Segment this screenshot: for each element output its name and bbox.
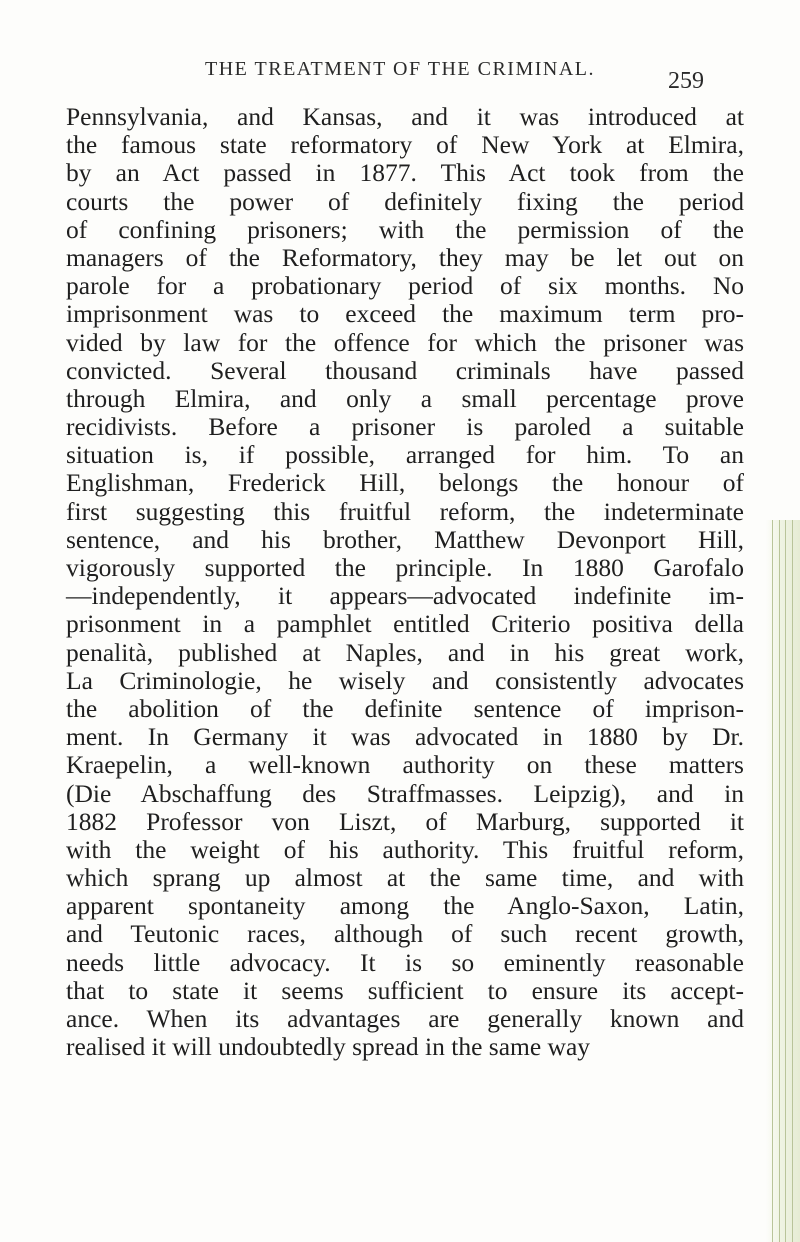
page-number: 259 bbox=[668, 68, 704, 94]
text-line: that to state it seems sufficient to ensure its accept- bbox=[66, 975, 744, 1005]
text-line: the abolition of the definite sentence of imprison- bbox=[66, 693, 744, 723]
text-line: vided by law for the offence for which the prisoner was bbox=[66, 327, 744, 357]
text-line: Englishman, Frederick Hill, belongs the honour of bbox=[66, 468, 744, 498]
text-line: the famous state reformatory of New York at Elmira, bbox=[66, 130, 744, 160]
text-line: ment. In Germany it was advocated in 1880 by Dr. bbox=[66, 722, 744, 752]
text-line: apparent spontaneity among the Anglo-Saxon, Latin, bbox=[66, 891, 744, 921]
text-line: sentence, and his brother, Matthew Devonport Hill, bbox=[66, 524, 744, 554]
body-text bbox=[66, 103, 744, 1061]
text-line: needs little advocacy. It is so eminently reasonable bbox=[66, 947, 744, 977]
text-line: 1882 Professor von Liszt, of Marburg, supported it bbox=[66, 806, 744, 836]
text-line: situation is, if possible, arranged for him. To an bbox=[66, 440, 744, 470]
text-line: Pennsylvania, and Kansas, and it was introduced at bbox=[66, 102, 744, 131]
text-line: ance. When its advantages are generally known and bbox=[66, 1004, 744, 1033]
text-line: parole for a probationary period of six months. No bbox=[66, 271, 744, 301]
text-line: which sprang up almost at the same time, and with bbox=[66, 863, 744, 893]
text-line: vigorously supported the principle. In 1880 Garofalo bbox=[66, 553, 744, 582]
text-line: convicted. Several thousand criminals have passed bbox=[66, 355, 744, 385]
text-line: first suggesting this fruitful reform, the indeterminate bbox=[66, 496, 744, 526]
text-line: recidivists. Before a prisoner is paroled a suitable bbox=[66, 412, 744, 442]
running-head: THE TREATMENT OF THE CRIMINAL. bbox=[205, 58, 595, 80]
text-line: of confining prisoners; with the permission of the bbox=[66, 214, 744, 244]
text-line: La Criminologie, he wisely and consistently advocates bbox=[66, 665, 744, 695]
text-line: managers of the Reformatory, they may be let out on bbox=[66, 242, 744, 272]
text-line: Kraepelin, a well-known authority on these matters bbox=[66, 750, 744, 780]
text-line: prisonment in a pamphlet entitled Criterio positiva della bbox=[66, 609, 744, 639]
page-edge-shadow bbox=[766, 520, 800, 1242]
text-line: with the weight of his authority. This fruitful reform, bbox=[66, 834, 744, 864]
text-line: and Teutonic races, although of such recent growth, bbox=[66, 919, 744, 949]
text-line: penalità, published at Naples, and in his great work, bbox=[66, 637, 744, 667]
text-line: through Elmira, and only a small percentage prove bbox=[66, 383, 744, 413]
text-line: by an Act passed in 1877. This Act took from the bbox=[66, 158, 744, 188]
text-line: realised it will undoubtedly spread in the same way bbox=[66, 1032, 591, 1062]
text-line: (Die Abschaffung des Straffmasses. Leipzig), and in bbox=[66, 778, 744, 808]
text-line: courts the power of definitely fixing the period bbox=[66, 186, 744, 216]
text-line: imprisonment was to exceed the maximum term pro- bbox=[66, 299, 744, 329]
text-line: —independently, it appears—advocated indefinite im- bbox=[66, 581, 744, 611]
